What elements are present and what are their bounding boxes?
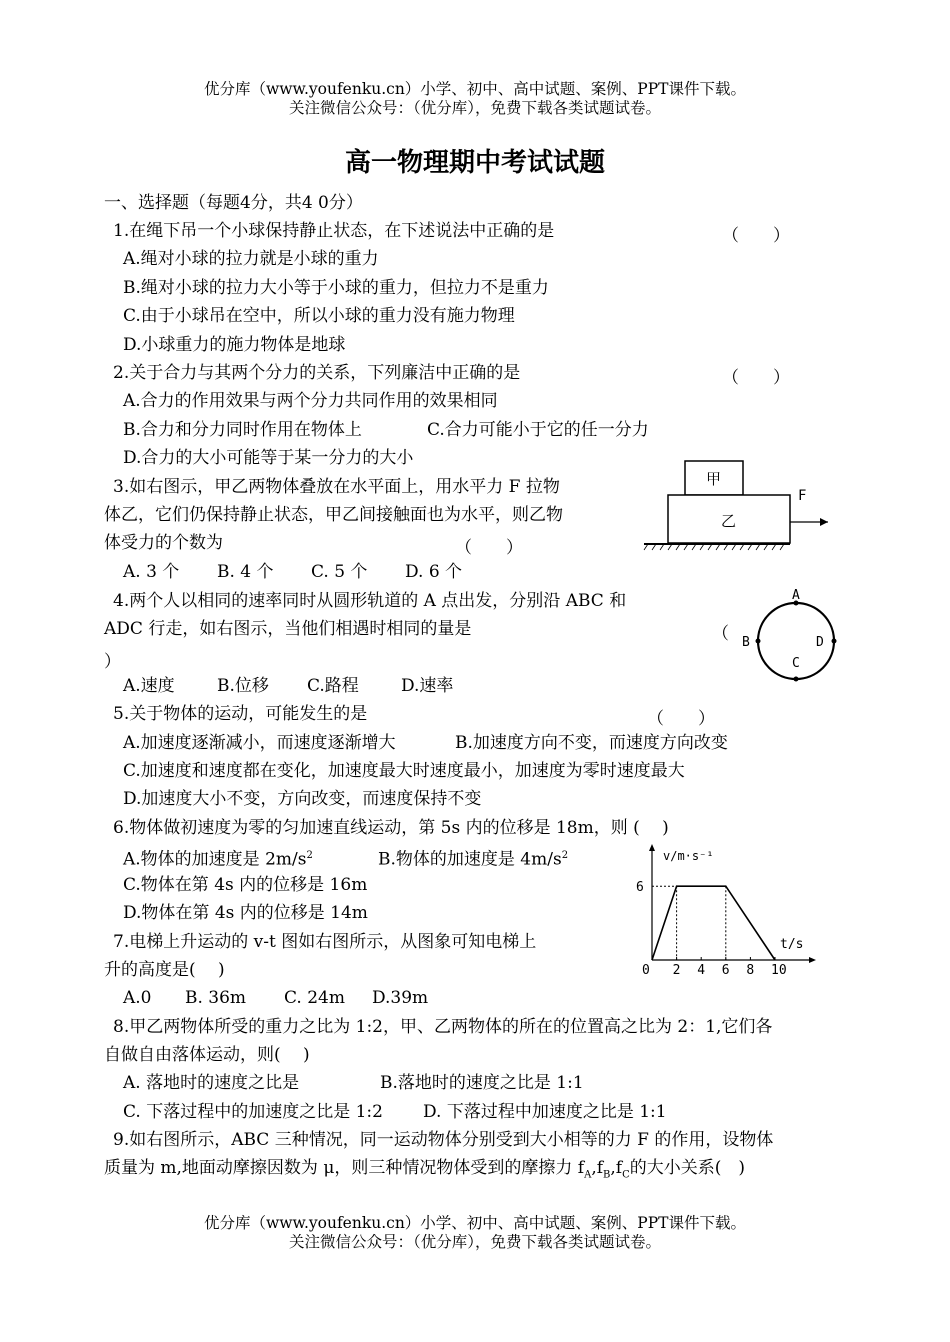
q7-option-b: B. 36m	[185, 988, 247, 1008]
force-label: F	[798, 488, 807, 504]
x-tick-label-10: 10	[771, 963, 787, 978]
point-c	[794, 677, 799, 682]
q3-line-3: 体受力的个数为	[104, 533, 223, 553]
header-line-2: 关注微信公众号：（优分库），免费下载各类试题试卷。	[288, 99, 661, 117]
q4-option-a: A.速度	[123, 676, 175, 696]
q8-line-2: 自做自由落体运动，则( )	[104, 1045, 310, 1065]
label-d: D	[816, 635, 824, 650]
x-tick-label-0: 0	[642, 963, 650, 978]
label-a: A	[792, 588, 800, 603]
q1-option-a: A.绳对小球的拉力就是小球的重力	[123, 249, 379, 269]
vt-chart	[630, 840, 820, 980]
q1-stem: 1.在绳下吊一个小球保持静止状态，在下述说法中正确的是	[113, 221, 555, 241]
q1-option-d: D.小球重力的施力物体是地球	[123, 335, 346, 355]
q8-option-b: B.落地时的速度之比是 1:1	[380, 1073, 584, 1093]
block-yi-label: 乙	[721, 512, 737, 530]
header-line-1: 优分库（www.youfenku.cn）小学、初中、高中试题、案例、PPT课件下载。	[203, 80, 747, 98]
x-tick-label-6: 6	[721, 963, 730, 978]
q3-answer-paren: （ ）	[455, 538, 523, 558]
q3-option-a: A. 3 个	[123, 562, 180, 582]
q6-option-a: A.物体的加速度是 $2m/s^2$	[123, 849, 313, 870]
x-tick-label-2: 2	[672, 963, 681, 978]
q4-option-d: D.速率	[401, 676, 454, 696]
force-arrowhead	[820, 518, 828, 526]
q3-option-b: B. 4 个	[217, 562, 274, 582]
q7-option-c: C. 24m	[284, 988, 345, 1008]
label-b: B	[742, 635, 750, 650]
q2-answer-paren: （ ）	[722, 368, 790, 388]
q7-line-1: 7.电梯上升运动的 v-t 图如右图所示，从图象可知电梯上	[113, 932, 537, 952]
q4-line-1: 4.两个人以相同的速率同时从圆形轨道的 A 点出发，分别沿 ABC 和	[113, 591, 627, 611]
section-heading: 一、选择题（每题4分，共4 0分）	[104, 193, 363, 213]
q5-option-d: D.加速度大小不变，方向改变，而速度保持不变	[123, 789, 482, 809]
x-axis-label: t/s	[780, 937, 804, 952]
x-axis-arrow	[809, 957, 816, 963]
q4-circle-figure	[738, 585, 838, 685]
q4-paren-open: （	[712, 624, 729, 644]
q2-option-c: C.合力可能小于它的任一分力	[427, 420, 649, 440]
footer-line-1: 优分库（www.youfenku.cn）小学、初中、高中试题、案例、PPT课件下载。	[203, 1214, 747, 1232]
q5-option-a: A.加速度逐渐减小，而速度逐渐增大	[123, 733, 396, 753]
label-c: C	[792, 656, 800, 671]
y-axis-arrow	[649, 844, 655, 851]
q3-blocks-figure	[640, 455, 840, 555]
footer-line-2: 关注微信公众号：（优分库），免费下载各类试题试卷。	[288, 1233, 661, 1251]
q1-answer-paren: （ ）	[722, 226, 790, 246]
q2-option-d: D.合力的大小可能等于某一分力的大小	[123, 448, 414, 468]
q3-option-d: D. 6 个	[405, 562, 463, 582]
q3-option-c: C. 5 个	[311, 562, 368, 582]
q8-line-1: 8.甲乙两物体所受的重力之比为 1:2，甲、乙两物体的所在的位置高之比为 2：1,它们各	[113, 1017, 773, 1037]
y-tick-label-6: 6	[636, 880, 644, 896]
q4-paren-close: ）	[104, 652, 121, 672]
q5-option-b: B.加速度方向不变，而速度方向改变	[455, 733, 728, 753]
q4-option-b: B.位移	[217, 676, 269, 696]
q7-option-a: A.0	[123, 988, 152, 1008]
q1-option-c: C.由于小球吊在空中，所以小球的重力没有施力物理	[123, 306, 515, 326]
q8-option-d: D. 下落过程中加速度之比是 1:1	[423, 1102, 667, 1122]
q2-stem: 2.关于合力与其两个分力的关系，下列廉洁中正确的是	[113, 363, 521, 383]
x-tick-label-8: 8	[746, 963, 755, 978]
q2-option-b: B.合力和分力同时作用在物体上	[123, 420, 362, 440]
y-axis-label: v/m·s⁻¹	[663, 849, 714, 863]
q7-line-2: 升的高度是( )	[104, 960, 225, 980]
q9-line-2: 质量为 m,地面动摩擦因数为 μ，则三种情况物体受到的摩擦力 $f_A,f_B,f_C$的大小关系( )	[104, 1158, 745, 1181]
velocity-series-line	[652, 886, 775, 960]
q3-line-2: 体乙，它们仍保持静止状态，甲乙间接触面也为水平，则乙物	[104, 505, 563, 525]
q6-option-b: B.物体的加速度是 $4m/s^2$	[378, 849, 569, 870]
block-jia-label: 甲	[706, 470, 722, 488]
q7-option-d: D.39m	[372, 988, 429, 1008]
q4-option-c: C.路程	[307, 676, 359, 696]
q9-line-1: 9.如右图所示，ABC 三种情况，同一运动物体分别受到大小相等的力 F 的作用，设物体	[113, 1130, 774, 1150]
q5-answer-paren: （ ）	[647, 709, 715, 729]
q6-option-d: D.物体在第 4s 内的位移是 14m	[123, 903, 368, 923]
x-tick-label-4: 4	[697, 963, 706, 978]
page-title: 高一物理期中考试试题	[344, 148, 605, 178]
q3-line-1: 3.如右图示，甲乙两物体叠放在水平面上，用水平力 F 拉物	[113, 477, 560, 497]
q5-stem: 5.关于物体的运动，可能发生的是	[113, 704, 368, 724]
point-d	[832, 639, 837, 644]
q8-option-a: A. 落地时的速度之比是	[123, 1073, 300, 1093]
q5-option-c: C.加速度和速度都在变化，加速度最大时速度最小，加速度为零时速度最大	[123, 761, 685, 781]
q6-stem: 6.物体做初速度为零的匀加速直线运动，第 5s 内的位移是 18m，则 ( )	[113, 818, 669, 838]
q6-option-c: C.物体在第 4s 内的位移是 16m	[123, 875, 368, 895]
q4-line-2: ADC 行走，如右图示，当他们相遇时相同的量是	[104, 619, 472, 639]
point-b	[756, 639, 761, 644]
q1-option-b: B.绳对小球的拉力大小等于小球的重力，但拉力不是重力	[123, 278, 549, 298]
q8-option-c: C. 下落过程中的加速度之比是 1:2	[123, 1102, 383, 1122]
q2-option-a: A.合力的作用效果与两个分力共同作用的效果相同	[123, 391, 498, 411]
